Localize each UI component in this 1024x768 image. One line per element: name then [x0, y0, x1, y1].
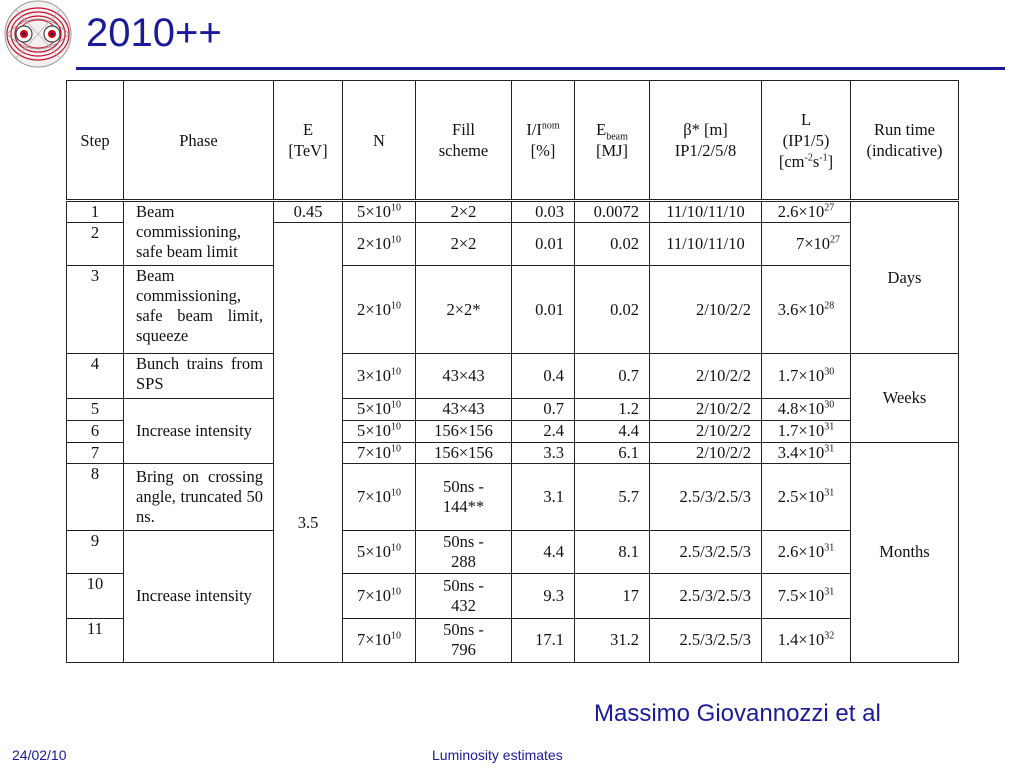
n-cell: $2\times 10^{10}$ — [343, 266, 416, 354]
phase-cell: Bunch trains from SPS — [124, 354, 274, 398]
luminosity-table — [66, 80, 959, 663]
fill-cell: 50ns - 796 — [416, 618, 512, 662]
fill-cell: 2×2 — [416, 223, 512, 266]
header-ebeam: $E_{beam}$ [MJ] — [575, 81, 650, 201]
n-cell: $7\times 10^{10}$ — [343, 442, 416, 463]
ebeam-cell: 1.2 — [575, 398, 650, 420]
intensity-cell: 3.3 — [512, 442, 575, 463]
lumi-cell: $1.7\times 10^{31}$ — [762, 420, 851, 442]
footer-title: Luminosity estimates — [432, 747, 563, 763]
n-cell: $3\times 10^{10}$ — [343, 354, 416, 398]
n-cell: $7\times 10^{10}$ — [343, 463, 416, 530]
step-cell: 9 — [67, 530, 124, 573]
runtime-cell: Days — [851, 201, 959, 354]
ebeam-cell: 31.2 — [575, 618, 650, 662]
footer-date: 24/02/10 — [12, 747, 67, 763]
intensity-cell: 0.03 — [512, 201, 575, 223]
phase-cell: Beam commissioning, safe beam limit, squeeze — [124, 266, 274, 354]
header-beta-star: β* [m] IP1/2/5/8 — [650, 81, 762, 201]
step-cell: 5 — [67, 398, 124, 420]
slide-title: 2010++ — [86, 11, 222, 55]
fill-cell: 43×43 — [416, 354, 512, 398]
fill-cell: 50ns - 144** — [416, 463, 512, 530]
intensity-cell: 4.4 — [512, 530, 575, 573]
beta-cell: 2/10/2/2 — [650, 266, 762, 354]
step-cell: 8 — [67, 463, 124, 530]
beta-cell: 11/10/11/10 — [650, 201, 762, 223]
ebeam-cell: 0.7 — [575, 354, 650, 398]
lumi-cell: $7.5\times 10^{31}$ — [762, 573, 851, 618]
beta-cell: 11/10/11/10 — [650, 223, 762, 266]
intensity-cell: 3.1 — [512, 463, 575, 530]
energy-cell: 0.45 — [274, 201, 343, 223]
ebeam-cell: 5.7 — [575, 463, 650, 530]
step-cell: 6 — [67, 420, 124, 442]
table-row — [67, 354, 959, 398]
phase-cell: Increase intensity — [124, 530, 274, 662]
table-row — [67, 201, 959, 223]
intensity-cell: 2.4 — [512, 420, 575, 442]
lumi-cell: $2.5\times 10^{31}$ — [762, 463, 851, 530]
lumi-cell: $1.4\times 10^{32}$ — [762, 618, 851, 662]
table-row — [67, 463, 959, 530]
ebeam-cell: 0.02 — [575, 223, 650, 266]
ebeam-cell: 6.1 — [575, 442, 650, 463]
runtime-cell: Weeks — [851, 354, 959, 442]
ebeam-cell: 0.02 — [575, 266, 650, 354]
beta-cell: 2/10/2/2 — [650, 442, 762, 463]
header-energy: E [TeV] — [274, 81, 343, 201]
n-cell: $5\times 10^{10}$ — [343, 398, 416, 420]
intensity-cell: 0.01 — [512, 266, 575, 354]
table-header-row — [67, 81, 959, 201]
fill-cell: 43×43 — [416, 398, 512, 420]
step-cell: 4 — [67, 354, 124, 398]
lumi-cell: $7\times 10^{27}$ — [762, 223, 851, 266]
table-row — [67, 398, 959, 420]
fill-cell: 50ns - 432 — [416, 573, 512, 618]
step-cell: 11 — [67, 618, 124, 662]
n-cell: $5\times 10^{10}$ — [343, 201, 416, 223]
lumi-cell: $3.6\times 10^{28}$ — [762, 266, 851, 354]
table-row — [67, 530, 959, 573]
header-phase: Phase — [124, 81, 274, 201]
intensity-cell: 0.4 — [512, 354, 575, 398]
step-cell: 7 — [67, 442, 124, 463]
intensity-cell: 17.1 — [512, 618, 575, 662]
header-run-time: Run time (indicative) — [851, 81, 959, 201]
table-row — [67, 266, 959, 354]
beta-cell: 2/10/2/2 — [650, 420, 762, 442]
ebeam-cell: 17 — [575, 573, 650, 618]
lhc-magnet-logo-icon — [2, 0, 74, 68]
phase-cell: Beam commissioning, safe beam limit — [124, 201, 274, 266]
lumi-cell: $2.6\times 10^{27}$ — [762, 201, 851, 223]
n-cell: $7\times 10^{10}$ — [343, 573, 416, 618]
header-luminosity: L (IP1/5) $[cm^{-2}s^{-1}]$ — [762, 81, 851, 201]
phase-cell: Increase intensity — [124, 398, 274, 463]
header-fill-scheme: Fill scheme — [416, 81, 512, 201]
step-cell: 1 — [67, 201, 124, 223]
runtime-cell: Months — [851, 442, 959, 662]
header-step: Step — [67, 81, 124, 201]
fill-cell: 2×2 — [416, 201, 512, 223]
beta-cell: 2/10/2/2 — [650, 398, 762, 420]
ebeam-cell: 8.1 — [575, 530, 650, 573]
title-underline — [76, 67, 1005, 70]
beta-cell: 2.5/3/2.5/3 — [650, 573, 762, 618]
ebeam-cell: 4.4 — [575, 420, 650, 442]
header-n: N — [343, 81, 416, 201]
intensity-cell: 0.7 — [512, 398, 575, 420]
fill-cell: 50ns - 288 — [416, 530, 512, 573]
fill-cell: 156×156 — [416, 442, 512, 463]
n-cell: $7\times 10^{10}$ — [343, 618, 416, 662]
header-intensity: $I/I^{nom}$ [%] — [512, 81, 575, 201]
energy-cell: 3.5 — [274, 223, 343, 663]
intensity-cell: 0.01 — [512, 223, 575, 266]
n-cell: $2\times 10^{10}$ — [343, 223, 416, 266]
step-cell: 3 — [67, 266, 124, 354]
beta-cell: 2.5/3/2.5/3 — [650, 618, 762, 662]
beta-cell: 2.5/3/2.5/3 — [650, 530, 762, 573]
intensity-cell: 9.3 — [512, 573, 575, 618]
n-cell: $5\times 10^{10}$ — [343, 420, 416, 442]
fill-cell: 2×2* — [416, 266, 512, 354]
ebeam-cell: 0.0072 — [575, 201, 650, 223]
lumi-cell: $3.4\times 10^{31}$ — [762, 442, 851, 463]
phase-cell: Bring on crossing angle, truncated 50 ns. — [124, 463, 274, 530]
beta-cell: 2.5/3/2.5/3 — [650, 463, 762, 530]
step-cell: 10 — [67, 573, 124, 618]
n-cell: $5\times 10^{10}$ — [343, 530, 416, 573]
lumi-cell: $1.7\times 10^{30}$ — [762, 354, 851, 398]
lumi-cell: $4.8\times 10^{30}$ — [762, 398, 851, 420]
author-credit: Massimo Giovannozzi et al — [594, 700, 881, 727]
lumi-cell: $2.6\times 10^{31}$ — [762, 530, 851, 573]
fill-cell: 156×156 — [416, 420, 512, 442]
step-cell: 2 — [67, 223, 124, 266]
beta-cell: 2/10/2/2 — [650, 354, 762, 398]
